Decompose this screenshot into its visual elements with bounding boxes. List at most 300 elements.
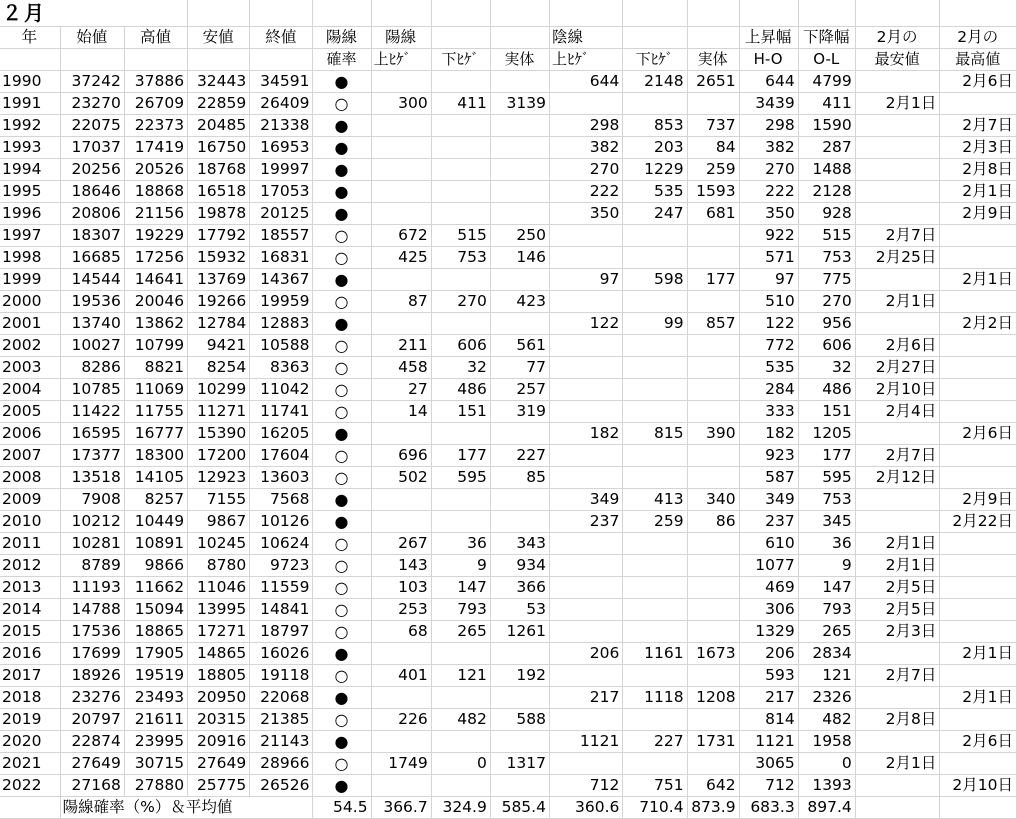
header-cell [60,49,124,71]
data-cell: 18868 [124,181,187,203]
summary-value: 54.5 [313,797,371,819]
data-cell: 247 [623,203,687,225]
data-cell: 192 [490,665,549,687]
header-cell: 陰線 [549,27,622,49]
header-row [0,27,1017,49]
table-row [0,225,1017,247]
data-cell: 250 [490,225,549,247]
data-cell [687,467,739,489]
data-cell [549,753,622,775]
data-cell [855,71,940,93]
data-cell: 23276 [60,687,124,709]
data-cell [687,621,739,643]
data-cell: 644 [739,71,798,93]
data-cell: 1749 [371,753,431,775]
data-cell: 2326 [798,687,855,709]
data-cell: 923 [739,445,798,467]
data-cell: 2月1日 [940,181,1017,203]
data-cell: 922 [739,225,798,247]
data-cell [371,313,431,335]
data-cell: 203 [623,137,687,159]
data-cell: 2月10日 [940,775,1017,797]
data-cell [431,181,490,203]
data-cell: 151 [798,401,855,423]
data-cell: 510 [739,291,798,313]
data-cell: 19229 [124,225,187,247]
header-cell: 高値 [124,27,187,49]
data-cell: 267 [371,533,431,555]
data-cell: 19878 [188,203,250,225]
data-cell: 27649 [188,753,250,775]
data-cell: 423 [490,291,549,313]
data-cell [431,71,490,93]
data-cell: 2月6日 [855,335,940,357]
data-cell: 17053 [250,181,313,203]
data-cell [855,159,940,181]
data-cell: 28966 [250,753,313,775]
data-cell: 366 [490,577,549,599]
data-cell: 853 [623,115,687,137]
data-cell: 14 [371,401,431,423]
data-cell: 16518 [188,181,250,203]
data-cell [855,687,940,709]
year-cell: 1990 [0,71,60,93]
data-cell: 10449 [124,511,187,533]
data-cell: 32 [431,357,490,379]
data-cell: 2月1日 [940,269,1017,291]
header-cell: 最高値 [940,49,1017,71]
data-cell [623,445,687,467]
data-cell: 37886 [124,71,187,93]
data-cell: 343 [490,533,549,555]
header-cell: 陽線 [313,27,371,49]
data-cell: 20485 [188,115,250,137]
year-cell: 2008 [0,467,60,489]
data-cell [549,291,622,313]
data-cell: 2月22日 [940,511,1017,533]
data-cell: 814 [739,709,798,731]
data-cell: 19536 [60,291,124,313]
data-cell [431,731,490,753]
data-cell: 672 [371,225,431,247]
table-row [0,533,1017,555]
data-cell [549,555,622,577]
year-cell: 1998 [0,247,60,269]
data-cell [490,181,549,203]
data-cell: 751 [623,775,687,797]
header-cell [250,49,313,71]
data-cell: 227 [623,731,687,753]
data-cell: 18805 [188,665,250,687]
data-cell: 298 [549,115,622,137]
candle-symbol-cell: ● [313,775,371,797]
data-cell: 20125 [250,203,313,225]
data-cell: 23270 [60,93,124,115]
candle-symbol-cell: ○ [313,753,371,775]
candle-symbol-cell: ● [313,137,371,159]
data-cell: 793 [431,599,490,621]
header-cell [124,49,187,71]
data-cell: 8286 [60,357,124,379]
data-cell [549,357,622,379]
data-cell [371,203,431,225]
data-cell: 13740 [60,313,124,335]
data-cell: 593 [739,665,798,687]
table-row [0,93,1017,115]
data-cell: 18557 [250,225,313,247]
data-cell: 16953 [250,137,313,159]
year-cell: 2004 [0,379,60,401]
data-cell [940,291,1017,313]
data-cell: 319 [490,401,549,423]
header-cell: 上ﾋｹﾞ [371,49,431,71]
data-cell: 2128 [798,181,855,203]
data-cell [490,489,549,511]
data-cell: 486 [431,379,490,401]
data-cell: 411 [798,93,855,115]
table-row [0,687,1017,709]
data-cell: 17419 [124,137,187,159]
data-cell: 22373 [124,115,187,137]
summary-value: 873.9 [687,797,739,819]
data-cell: 12883 [250,313,313,335]
header-cell: 終値 [250,27,313,49]
data-cell [940,401,1017,423]
data-cell [549,665,622,687]
data-cell: 22859 [188,93,250,115]
data-cell: 97 [739,269,798,291]
summary-value: 585.4 [490,797,549,819]
data-cell: 17604 [250,445,313,467]
data-cell: 681 [687,203,739,225]
year-cell: 2022 [0,775,60,797]
data-cell: 15932 [188,247,250,269]
data-cell: 2月5日 [855,599,940,621]
data-cell: 10799 [124,335,187,357]
data-cell: 644 [549,71,622,93]
data-cell: 12784 [188,313,250,335]
data-cell: 26526 [250,775,313,797]
data-cell [549,577,622,599]
data-cell: 265 [798,621,855,643]
year-cell: 2016 [0,643,60,665]
data-cell: 14788 [60,599,124,621]
data-cell [490,511,549,533]
data-cell [490,159,549,181]
data-cell: 642 [687,775,739,797]
data-cell: 237 [739,511,798,533]
data-cell [940,709,1017,731]
data-cell: 177 [431,445,490,467]
data-cell [431,203,490,225]
data-cell: 284 [739,379,798,401]
data-cell: 2148 [623,71,687,93]
summary-blank-cell [940,797,1017,819]
data-cell [855,511,940,533]
data-cell: 1593 [687,181,739,203]
data-cell: 588 [490,709,549,731]
year-cell: 2012 [0,555,60,577]
header-cell: 下ﾋｹﾞ [431,49,490,71]
data-cell: 11422 [60,401,124,423]
data-cell: 20256 [60,159,124,181]
table-row [0,115,1017,137]
candle-symbol-cell: ○ [313,93,371,115]
data-cell: 206 [739,643,798,665]
data-cell: 17037 [60,137,124,159]
header-cell: 下ﾋｹﾞ [623,49,687,71]
data-cell: 18300 [124,445,187,467]
data-cell [431,775,490,797]
candle-symbol-cell: ● [313,511,371,533]
data-cell [490,313,549,335]
data-cell [940,577,1017,599]
header-cell: 上ﾋｹﾞ [549,49,622,71]
data-cell: 1208 [687,687,739,709]
data-cell: 2月12日 [855,467,940,489]
table-row [0,269,1017,291]
data-cell: 68 [371,621,431,643]
table-row [0,489,1017,511]
data-cell [687,335,739,357]
data-cell [687,533,739,555]
data-cell: 253 [371,599,431,621]
data-cell: 32 [798,357,855,379]
data-cell [623,291,687,313]
data-cell [371,731,431,753]
table-row [0,423,1017,445]
header-cell: H-O [739,49,798,71]
data-cell [940,555,1017,577]
data-cell: 30715 [124,753,187,775]
data-cell [623,577,687,599]
candle-symbol-cell: ● [313,687,371,709]
data-cell: 265 [431,621,490,643]
data-cell: 2月10日 [855,379,940,401]
data-cell [687,357,739,379]
data-cell: 469 [739,577,798,599]
data-cell [623,599,687,621]
data-cell [623,555,687,577]
header-cell: 実体 [490,49,549,71]
data-cell: 270 [739,159,798,181]
data-cell: 14641 [124,269,187,291]
year-cell: 2018 [0,687,60,709]
data-cell: 14841 [250,599,313,621]
data-cell: 2月7日 [855,445,940,467]
data-cell: 10281 [60,533,124,555]
data-cell: 19519 [124,665,187,687]
data-cell: 270 [798,291,855,313]
data-cell [431,313,490,335]
header-cell: 2月の [940,27,1017,49]
header-cell: 実体 [687,49,739,71]
data-cell: 16026 [250,643,313,665]
data-cell: 21338 [250,115,313,137]
data-cell: 18307 [60,225,124,247]
data-cell: 9 [798,555,855,577]
data-cell: 2月4日 [855,401,940,423]
data-cell: 1488 [798,159,855,181]
data-cell: 9 [431,555,490,577]
table-row [0,313,1017,335]
data-cell [855,115,940,137]
data-cell: 8363 [250,357,313,379]
candle-symbol-cell: ○ [313,555,371,577]
candle-symbol-cell: ○ [313,291,371,313]
data-cell: 10027 [60,335,124,357]
data-cell: 486 [798,379,855,401]
data-cell: 211 [371,335,431,357]
data-cell: 4799 [798,71,855,93]
sheet-title: ２月 [0,0,60,27]
data-cell: 956 [798,313,855,335]
data-cell: 561 [490,335,549,357]
year-cell: 2001 [0,313,60,335]
data-cell: 2月1日 [855,291,940,313]
table-row [0,291,1017,313]
data-cell: 237 [549,511,622,533]
year-cell: 1997 [0,225,60,247]
data-cell: 270 [549,159,622,181]
data-cell: 298 [739,115,798,137]
data-cell: 2月5日 [855,577,940,599]
year-cell: 1995 [0,181,60,203]
data-cell [371,489,431,511]
data-cell [371,159,431,181]
data-cell: 23493 [124,687,187,709]
data-cell: 8780 [188,555,250,577]
data-cell: 36 [798,533,855,555]
data-cell: 27 [371,379,431,401]
data-cell [549,445,622,467]
data-cell: 587 [739,467,798,489]
data-cell [371,71,431,93]
data-cell [371,643,431,665]
data-cell: 99 [623,313,687,335]
data-cell: 25775 [188,775,250,797]
candle-symbol-cell: ● [313,181,371,203]
candle-symbol-cell: ○ [313,445,371,467]
data-cell: 21611 [124,709,187,731]
data-cell: 21143 [250,731,313,753]
data-cell: 22874 [60,731,124,753]
data-cell [549,225,622,247]
data-cell: 333 [739,401,798,423]
year-cell: 1999 [0,269,60,291]
data-cell: 16205 [250,423,313,445]
data-cell [549,335,622,357]
data-cell: 775 [798,269,855,291]
data-cell [940,753,1017,775]
data-cell [623,753,687,775]
data-cell [623,247,687,269]
data-cell: 15390 [188,423,250,445]
data-cell: 350 [549,203,622,225]
data-cell: 103 [371,577,431,599]
data-cell: 2月1日 [855,93,940,115]
candle-symbol-cell: ○ [313,709,371,731]
data-cell [855,775,940,797]
data-cell: 9866 [124,555,187,577]
data-cell: 77 [490,357,549,379]
data-cell: 934 [490,555,549,577]
data-cell: 425 [371,247,431,269]
header-cell: 確率 [313,49,371,71]
data-cell: 458 [371,357,431,379]
candle-symbol-cell: ● [313,159,371,181]
data-cell: 1229 [623,159,687,181]
data-cell: 36 [431,533,490,555]
data-cell: 11042 [250,379,313,401]
data-cell: 1161 [623,643,687,665]
data-cell: 270 [431,291,490,313]
data-cell: 20916 [188,731,250,753]
data-cell: 23995 [124,731,187,753]
data-cell: 515 [798,225,855,247]
header-cell: 始値 [60,27,124,49]
data-cell: 20797 [60,709,124,731]
data-cell: 15094 [124,599,187,621]
data-cell: 16777 [124,423,187,445]
data-cell: 177 [798,445,855,467]
candle-symbol-cell: ○ [313,357,371,379]
data-cell [371,269,431,291]
data-cell [490,203,549,225]
data-cell: 2月8日 [940,159,1017,181]
table-row [0,71,1017,93]
candle-symbol-cell: ● [313,313,371,335]
candle-symbol-cell: ○ [313,621,371,643]
data-cell [940,379,1017,401]
data-cell: 10212 [60,511,124,533]
summary-value: 324.9 [431,797,490,819]
data-cell: 1393 [798,775,855,797]
header-row [0,49,1017,71]
summary-row [0,797,1017,819]
candle-symbol-cell: ● [313,203,371,225]
data-cell: 2月3日 [940,137,1017,159]
data-cell [623,335,687,357]
data-cell [687,225,739,247]
data-cell: 16750 [188,137,250,159]
data-cell: 2月7日 [855,665,940,687]
data-cell [623,533,687,555]
year-cell: 1994 [0,159,60,181]
data-cell: 16595 [60,423,124,445]
data-cell: 13862 [124,313,187,335]
data-cell: 14865 [188,643,250,665]
data-cell: 3065 [739,753,798,775]
summary-label: 陽線確率（%）＆平均値 [60,797,124,819]
data-cell: 17377 [60,445,124,467]
data-cell: 17792 [188,225,250,247]
data-cell: 610 [739,533,798,555]
data-cell: 122 [739,313,798,335]
data-cell: 9723 [250,555,313,577]
data-cell: 259 [623,511,687,533]
data-cell: 18646 [60,181,124,203]
year-cell: 2010 [0,511,60,533]
data-cell: 18797 [250,621,313,643]
data-cell: 259 [687,159,739,181]
data-cell: 0 [798,753,855,775]
data-cell [549,401,622,423]
year-cell: 2020 [0,731,60,753]
data-cell: 11755 [124,401,187,423]
data-cell: 411 [431,93,490,115]
data-cell [855,181,940,203]
